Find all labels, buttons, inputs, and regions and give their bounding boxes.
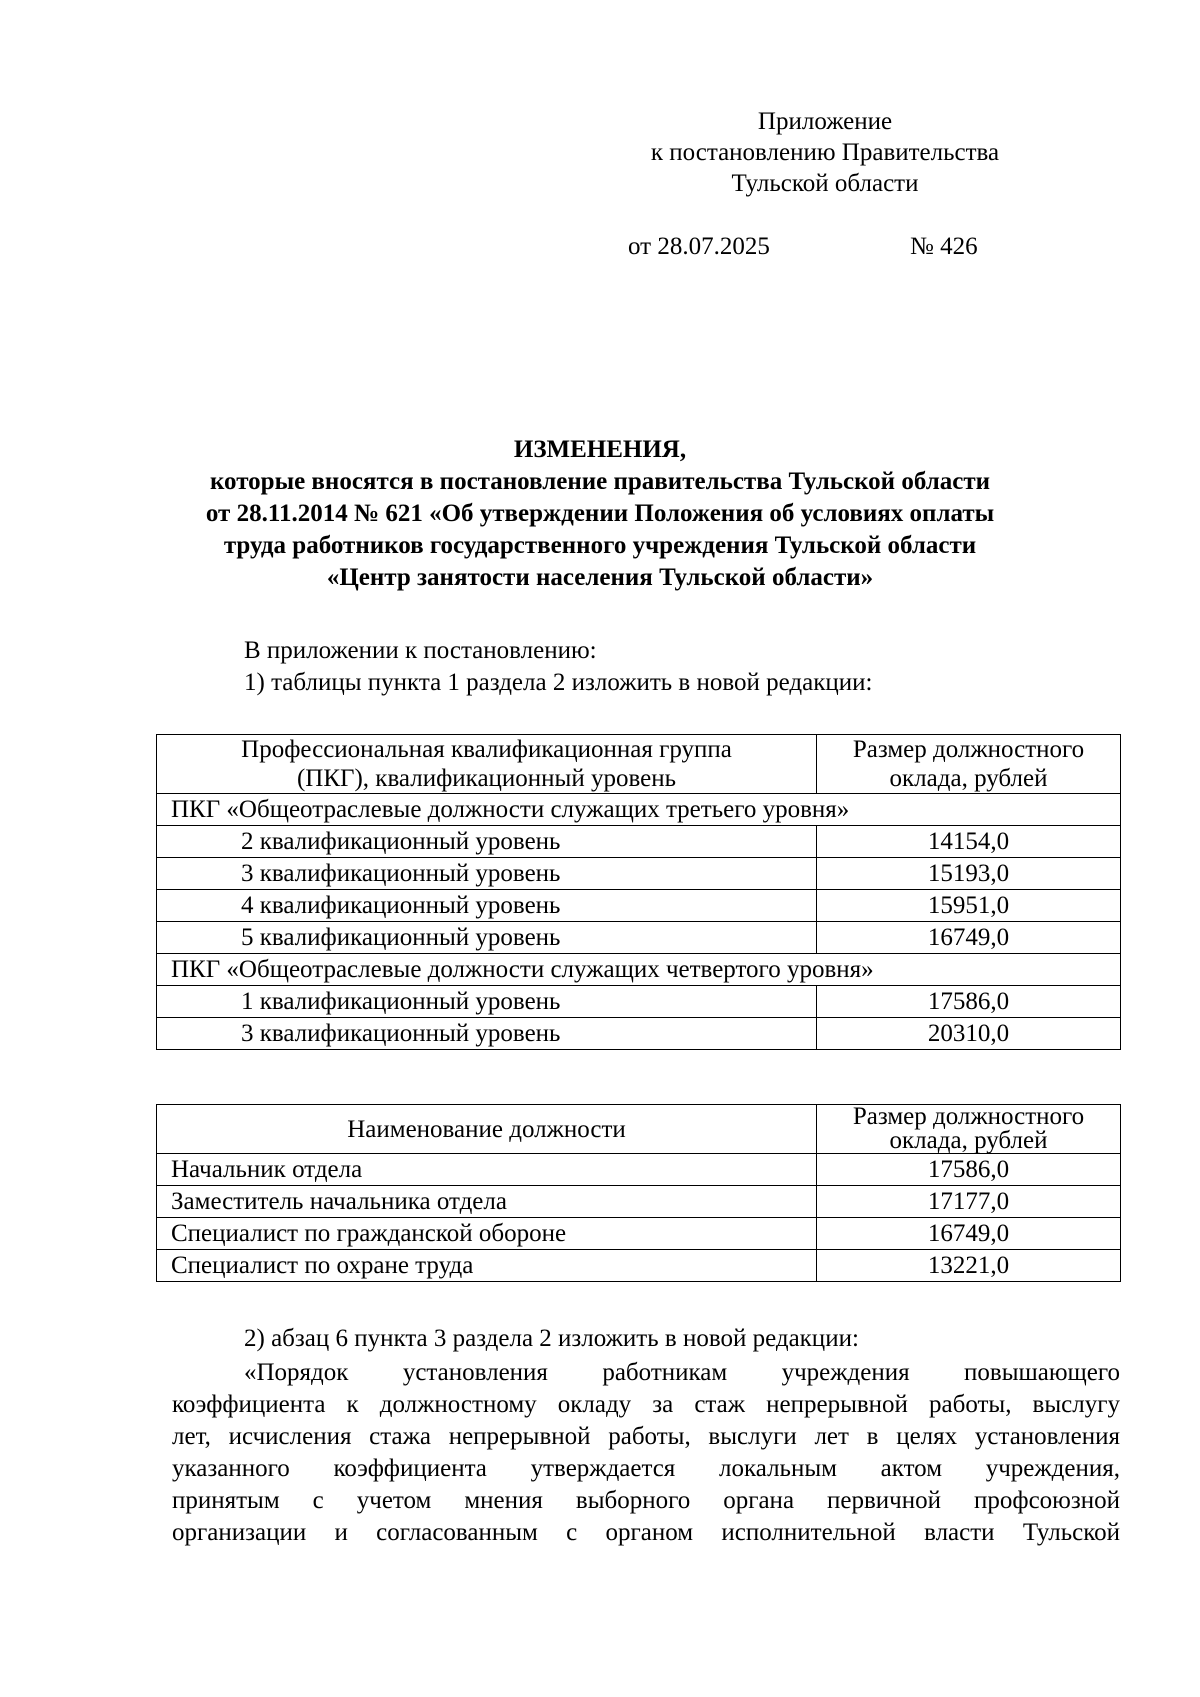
table-header-row (157, 735, 1121, 794)
group-title: ПКГ «Общеотраслевые должности служащих третьего уровня» (157, 794, 1121, 826)
table-row (157, 922, 1121, 954)
group-row (157, 794, 1121, 826)
table-row (157, 986, 1121, 1018)
annex-line-1: Приложение (757, 108, 893, 135)
salary-cell: 14154,0 (817, 826, 1121, 858)
salary-cell: 17177,0 (817, 1186, 1121, 1218)
header-salary: Размер должностного оклада, рублей (817, 735, 1121, 794)
level-cell: 2 квалификационный уровень (157, 826, 817, 858)
annex-line-2: к постановлению Правительства (650, 139, 1000, 166)
paragraph-line: лет, исчисления стажа непрерывной работы, выслуги лет в целях установления (172, 1423, 1120, 1450)
salary-cell: 13221,0 (817, 1250, 1121, 1282)
position-cell: Начальник отдела (157, 1154, 817, 1186)
paragraph-line: «Порядок установления работникам учреждения повышающего (244, 1359, 1120, 1386)
group-row (157, 954, 1121, 986)
annex-number: № 426 (910, 233, 978, 260)
title-line-5: «Центр занятости населения Тульской области» (326, 564, 874, 591)
table-row (157, 1218, 1121, 1250)
table-header-row (157, 1105, 1121, 1154)
group-title: ПКГ «Общеотраслевые должности служащих четвертого уровня» (157, 954, 1121, 986)
level-cell: 4 квалификационный уровень (157, 890, 817, 922)
header-position: Наименование должности (157, 1105, 817, 1154)
paragraph-line: указанного коэффициента утверждается локальным актом учреждения, (172, 1455, 1120, 1482)
position-cell: Специалист по гражданской обороне (157, 1218, 817, 1250)
level-cell: 5 квалификационный уровень (157, 922, 817, 954)
salary-cell: 15951,0 (817, 890, 1121, 922)
table-row (157, 1154, 1121, 1186)
paragraph-line: принятым с учетом мнения выборного органа первичной профсоюзной (172, 1487, 1120, 1514)
table-row (157, 826, 1121, 858)
table-row (157, 1186, 1121, 1218)
salary-cell: 16749,0 (817, 1218, 1121, 1250)
paragraph-line: организации и согласованным с органом исполнительной власти Тульской (172, 1519, 1120, 1546)
title-line-4: труда работников государственного учреждения Тульской области (223, 532, 977, 559)
level-cell: 3 квалификационный уровень (157, 858, 817, 890)
item2-heading: 2) абзац 6 пункта 3 раздела 2 изложить в новой редакции: (244, 1325, 859, 1352)
annex-line-3: Тульской области (731, 170, 919, 197)
item2-paragraph (172, 1357, 1120, 1549)
table-row (157, 858, 1121, 890)
header-pkg: Профессиональная квалификационная группа (ПКГ), квалификационный уровень (157, 735, 817, 794)
salary-cell: 16749,0 (817, 922, 1121, 954)
table-row (157, 1018, 1121, 1050)
title-line-1: ИЗМЕНЕНИЯ, (513, 436, 687, 463)
salary-cell: 17586,0 (817, 1154, 1121, 1186)
intro-line-2: 1) таблицы пункта 1 раздела 2 изложить в новой редакции: (244, 669, 873, 696)
paragraph-line: коэффициента к должностному окладу за стаж непрерывной работы, выслугу (172, 1391, 1120, 1418)
intro-line-1: В приложении к постановлению: (244, 637, 597, 664)
position-cell: Заместитель начальника отдела (157, 1186, 817, 1218)
salary-table-positions (156, 1104, 1121, 1282)
title-line-3: от 28.11.2014 № 621 «Об утверждении Положения об условиях оплаты (205, 500, 995, 527)
salary-table-pkg (156, 734, 1121, 1050)
salary-cell: 17586,0 (817, 986, 1121, 1018)
salary-cell: 20310,0 (817, 1018, 1121, 1050)
title-line-2: которые вносятся в постановление правительства Тульской области (209, 468, 991, 495)
position-cell: Специалист по охране труда (157, 1250, 817, 1282)
level-cell: 1 квалификационный уровень (157, 986, 817, 1018)
level-cell: 3 квалификационный уровень (157, 1018, 817, 1050)
table-row (157, 1250, 1121, 1282)
annex-date: от 28.07.2025 (628, 233, 770, 260)
table-row (157, 890, 1121, 922)
salary-cell: 15193,0 (817, 858, 1121, 890)
header-salary: Размер должностного оклада, рублей (817, 1105, 1121, 1154)
